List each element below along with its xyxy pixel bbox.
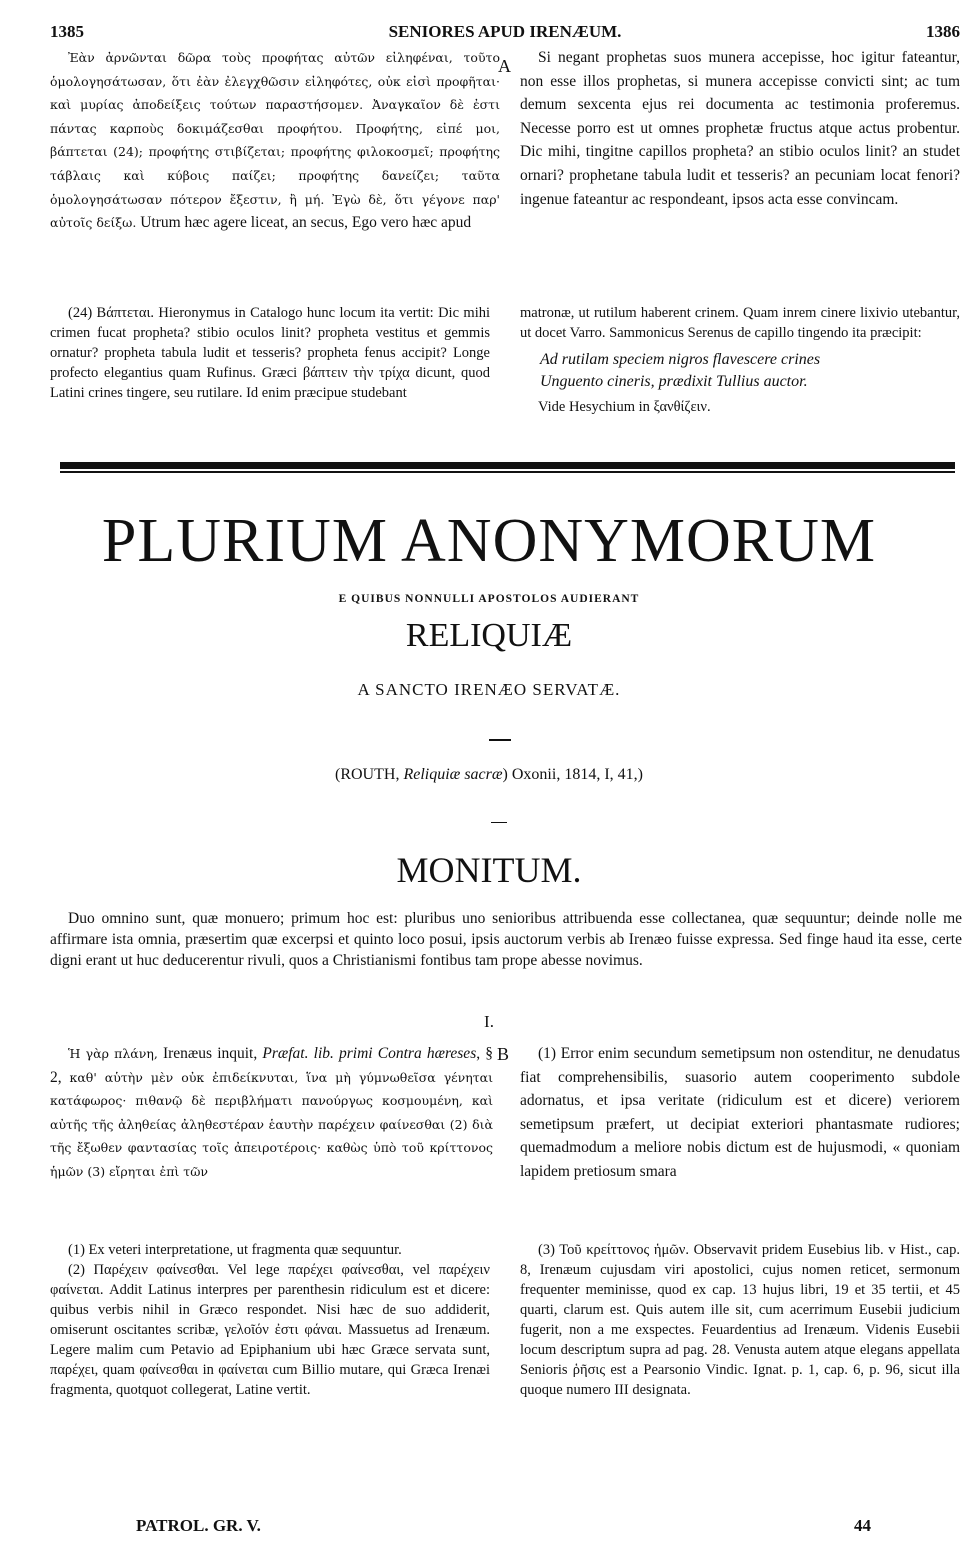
verse-line-1: Ad rutilam speciem nigros flavescere crines bbox=[540, 351, 821, 368]
subtitle-large: RELIQUIÆ bbox=[405, 617, 573, 654]
note-24-reference: Vide Hesychium in ξανθίζειν. bbox=[538, 399, 711, 415]
footnotes-left bbox=[50, 1240, 490, 1400]
running-title: SENIORES APUD IRENÆUM. bbox=[388, 22, 622, 41]
page-number-left: 1385 bbox=[50, 22, 84, 41]
greek-text: Ἐὰν ἀρνῶνται δῶρα τοὺς προφήτας αὐτῶν εἰληφέναι, τοῦτο ὁμολογησάτωσαν, ὅτι ἐὰν ἐλεγχθῶσιν εἰληφότες, οὐκ εἰσὶ προφῆται· καὶ μυρίας ἀποδείξεις τούτων παραστήσομεν. Ἀναγκαῖον δὲ ἐστι πάντας καρποὺς δοκιμάζεσθαι προφήτου. Προφήτης, εἰπέ μοι, βάπτεται (24); προφήτης στιβίζεται; προφήτης φιλοκοσμεῖ; προφήτης τάβλαις καὶ κύβοις παίζει; προφήτης δανείζει; ταῦτα ὁμολογησάτωσαν πότερον ἔξεστιν, ἢ μή. Ἐγὼ δὲ, ὅτι γέγονε παρ' αὐτοῖς δείξω. bbox=[50, 50, 500, 231]
latin-reference: Præfat. lib. primi Contra hæreses bbox=[262, 1045, 477, 1062]
section-divider-thin bbox=[60, 471, 955, 473]
subtitle-small: E QUIBUS NONNULLI APOSTOLOS AUDIERANT bbox=[338, 593, 640, 605]
greek-opening: Ἡ γὰρ πλάνη, bbox=[68, 1046, 158, 1061]
note-24-continuation: matronæ, ut rutilum haberent crinem. Quam inrem cinere lixivio utebantur, ut docet Varro. Sammonicus Serenus de capillo tingendo ita præcipit: bbox=[520, 305, 960, 341]
latin-section-ref: , § 2, bbox=[50, 1045, 494, 1086]
verse-line-2: Unguento cineris, prædixit Tullius auctor. bbox=[540, 373, 808, 390]
citation-work: Reliquiæ sacræ bbox=[403, 766, 503, 783]
monitum-heading: MONITUM. bbox=[396, 850, 582, 890]
footnote-3: (3) Τοῦ κρείττονος ἡμῶν. Observavit pridem Eusebius lib. v Hist., cap. 8, Irenæum cujusdam viri apostolici, cujus nomen reticet, sermonum frequenter meminisse, quod ex cap. 13 hujus libri, 19 et 35 tertii, et 45 quarti, clarum est. Quis autem ille sit, cum acerrimum Eusebii judicium fugerit, non a me exspectes. Feuardentius ad Irenæum. Videnis Eusebii locum descriptum supra ad pag. 28. Venusta autem atque elegans appellata Senioris ῥῆσις est a Pearsonio Vindic. Ignat. p. 1, cap. 6, p. 96, sicut illa quoque numero III designata. bbox=[520, 1242, 960, 1398]
subtitle-third: A SANCTO IRENÆO SERVATÆ. bbox=[357, 680, 621, 699]
greek-body: καθ' αὑτὴν μὲν οὐκ ἐπιδείκνυται, ἵνα μὴ γύμνωθεῖσα γένηται κατάφωρος· πιθανῷ δὲ περιβλήματι πανούργως κοσμουμένη, καὶ αὐτῆς τῆς ἀληθείας ἀληθεστέραν ἑαυτὴν παρέχειν φαίνεσθαι (2) διὰ τῆς ἔξωθεν φαντασίας τοῖς ἀπειροτέροις· καθὼς ὑπὸ τοῦ κρίττονος ἡμῶν (3) εἴρηται ἐπὶ τῶν bbox=[50, 1069, 493, 1179]
title-dash bbox=[489, 739, 511, 741]
footnote-2: (2) Παρέχειν φαίνεσθαι. Vel lege παρέχει φαίνεσθαι, vel παρέχειν φαίνεται. Addit Latinus interpres per parenthesin ridiculum est et dicere: quibus verbis nihil in Græco respondet. Nisi hæc de suo addiderit, omiserunt oscitantes scribæ, γελοῖόν ἐστι φάναι. Massuetus ad Irenæum. Legere malim cum Petavio ad Epiphanium ubi hæc Græce servata sunt, παρέχει, quam φαίνεσθαι in φαίνεται cum Billio mutare, qui Græca Irenæi fragmenta, quotquot collegerat, Latine vertit. bbox=[50, 1262, 490, 1398]
latin-continuation: Utrum hæc agere liceat, an secus, Ego vero hæc apud bbox=[140, 214, 472, 232]
footer-signature: PATROL. GR. V. bbox=[136, 1516, 261, 1535]
footer-sheet-number: 44 bbox=[854, 1516, 871, 1535]
page-number-right: 1386 bbox=[926, 22, 960, 41]
note-24-text: (24) Βάπτεται. Hieronymus in Catalogo hunc locum ita vertit: Dic mihi crimen fucat propheta? stibio oculos linit? propheta vestitus et gemmis ornatur? propheta tabula ludit et tesseris? propheta fenus accipit? Longe profecto elegantius quam Rufinus. Græci βάπτειν τὴν τρίχα dicunt, quod Latini crines tingere, seu rutilare. Id enim præcipue studebant bbox=[50, 305, 490, 401]
top-left-column bbox=[50, 46, 500, 235]
section-one-right bbox=[520, 1042, 960, 1184]
note-24-left bbox=[50, 303, 490, 403]
latin-inquit: Irenæus inquit, bbox=[157, 1045, 263, 1062]
running-header bbox=[50, 22, 960, 44]
main-title: PLURIUM ANONYMORUM bbox=[101, 507, 877, 575]
latin-translation: Si negant prophetas suos munera accepisse, hoc igitur fateantur, non esse illos prophetas, si munera accepisse convicti sint; ac tum demum sexcenta ejus rei documenta ac testimonia proferemus. Necesse porro est ut omnes prophetæ fructus atque actus probentur. Dic mihi, tingitne capillos propheta? an stibio oculos linit? an studet ornari? prophetane tabula ludit et tesseris? an pecuniam locat fenori? ingenue fateantur ac respondeant, ipsos acta esse convincam. bbox=[520, 49, 960, 208]
column-marker-a: A bbox=[498, 56, 511, 76]
section-one-greek bbox=[50, 1042, 493, 1184]
column-marker-b: B bbox=[497, 1044, 510, 1064]
citation-prefix: (ROUTH, bbox=[335, 766, 404, 783]
monitum-text: Duo omnino sunt, quæ monuero; primum hoc est: pluribus uno senioribus attribuenda esse collectanea, quæ sequuntur; deinde nolle me affirmare ista omnia, præsertim quæ excerpsi et quinto loco posui, ipsis auctorum verbis ab Irenæo fuisse expressa. Sed finge haud ita esse, certe digni erant ut huc deducerentur rivuli, quos a Christianismi fontibus tam prope abesse novimus. bbox=[50, 910, 962, 969]
footnote-1: (1) Ex veteri interpretatione, ut fragmenta quæ sequuntur. bbox=[68, 1242, 402, 1258]
citation-dash bbox=[491, 822, 507, 823]
citation bbox=[0, 766, 978, 784]
section-number: I. bbox=[484, 1012, 494, 1031]
note-24-right bbox=[520, 303, 960, 417]
section-divider-thick bbox=[60, 462, 955, 469]
top-right-column bbox=[520, 46, 960, 211]
footnotes-right bbox=[520, 1240, 960, 1400]
section-one-latin: (1) Error enim secundum semetipsum non ostenditur, ne denudatus fiat comprehensibilis, suasorio autem cooperimento subdole adornatus, et ipsa veritate (ridiculum est et dicere) veriorem semetipsum præfert, ut decipiat exteriori phantasmate rudiores; quemadmodum a meliore nobis dictum est de hujusmodi, « quoniam lapidem pretiosum smara bbox=[520, 1045, 960, 1180]
section-one-left bbox=[50, 1042, 493, 1184]
greek-paragraph bbox=[50, 46, 500, 235]
citation-suffix: ) Oxonii, 1814, I, 41,) bbox=[502, 766, 643, 783]
